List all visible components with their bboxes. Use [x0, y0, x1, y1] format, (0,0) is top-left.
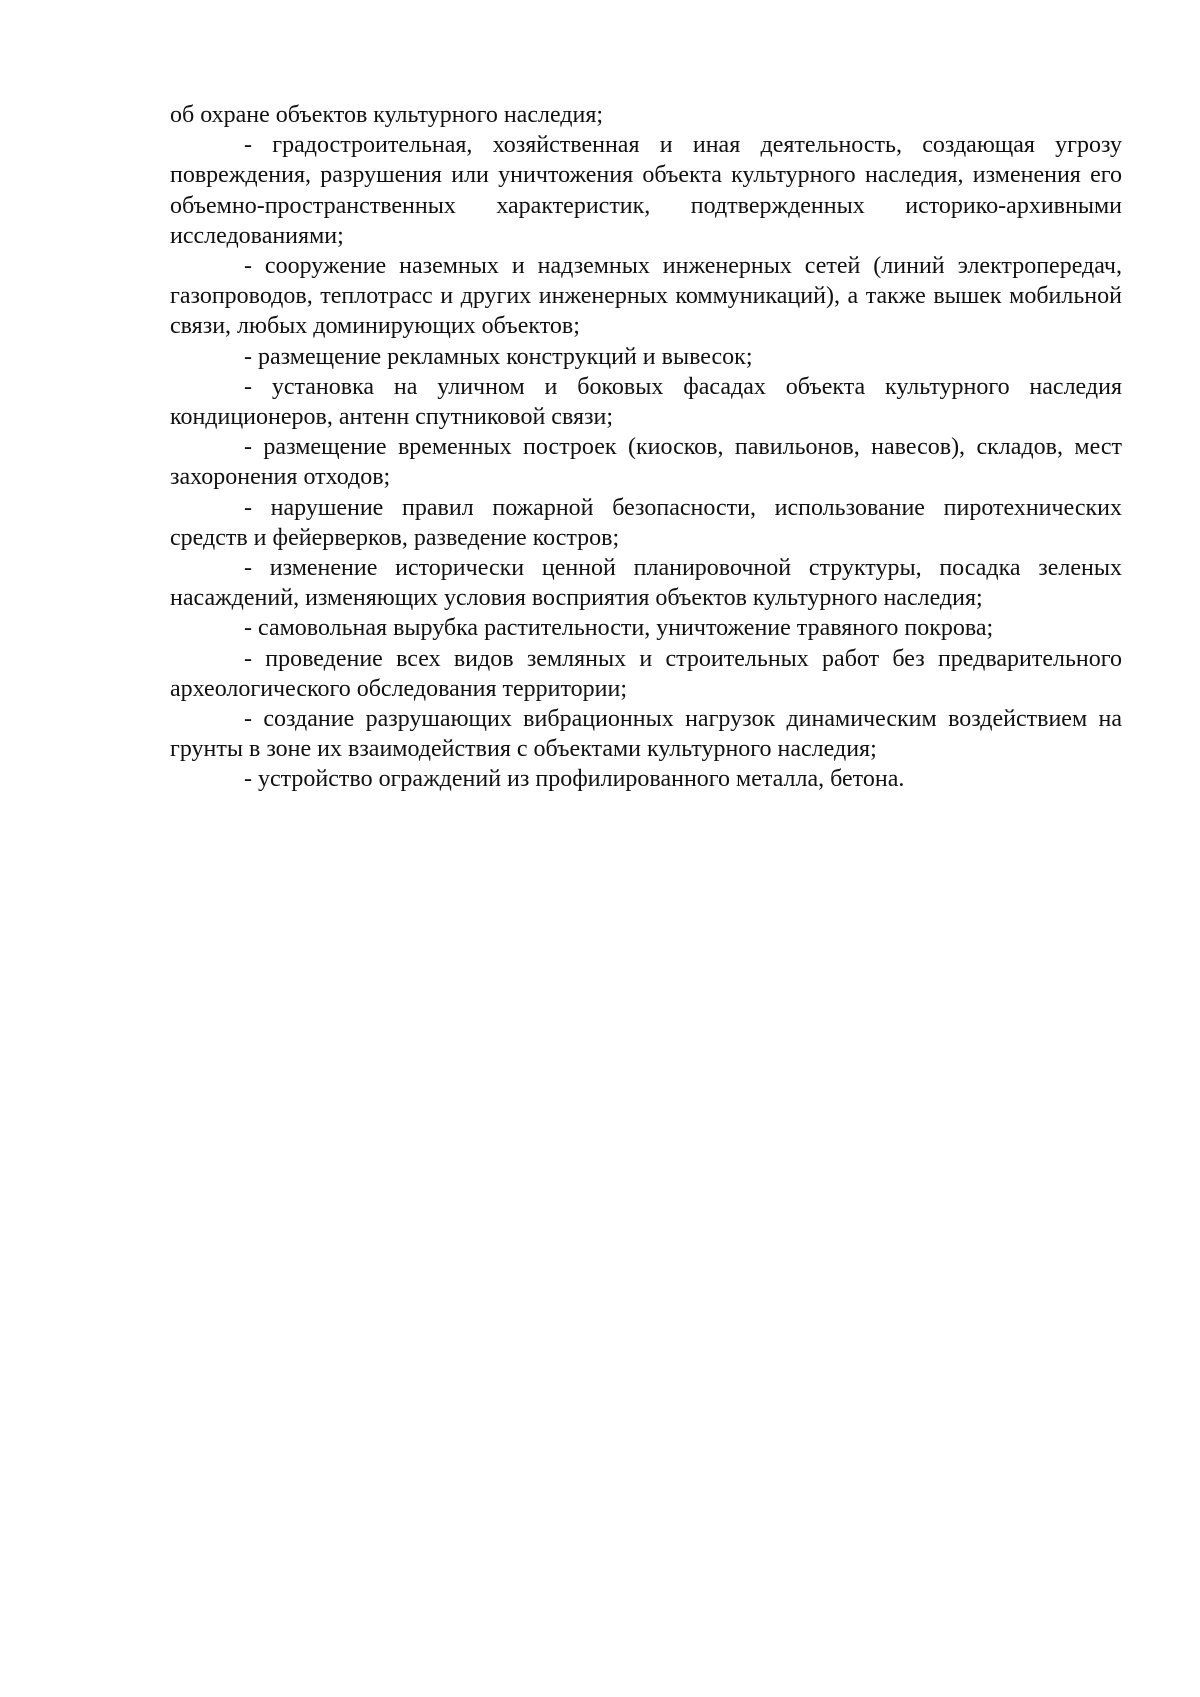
list-item: - установка на уличном и боковых фасадах объекта культурного наследия кондиционеров, антенн спутниковой связи; [170, 373, 1122, 431]
list-item: - устройство ограждений из профилированного металла, бетона. [244, 766, 905, 793]
list-item: - нарушение правил пожарной безопасности, использование пиротехнических средств и фейерверков, разведение костров; [170, 494, 1122, 551]
list-item: - размещение временных построек (киосков, павильонов, навесов), складов, мест захоронения отходов; [170, 434, 1122, 491]
list-item: - размещение рекламных конструкций и вывесок; [244, 343, 753, 370]
paragraph-continuation: об охране объектов культурного наследия; [170, 102, 604, 128]
list-item: - изменение исторически ценной планировочной структуры, посадка зеленых насаждений, изменяющих условия восприятия объектов культурного наследия; [170, 555, 1122, 612]
list-item: - проведение всех видов земляных и строительных работ без предварительного археологического обследования территории; [170, 645, 1122, 702]
list-item: - градостроительная, хозяйственная и иная деятельность, создающая угрозу повреждения, разрушения или уничтожения объекта культурного наследия, изменения его объемно-пространственных характеристик, подтвержденных историко-архивными исследованиями; [170, 132, 1122, 249]
list-item: - самовольная вырубка растительности, уничтожение травяного покрова; [244, 615, 994, 642]
document-body [170, 100, 1122, 795]
list-item: - сооружение наземных и надземных инженерных сетей (линий электропередач, газопроводов, теплотрасс и других инженерных коммуникаций), а также вышек мобильной связи, любых доминирующих объектов; [170, 253, 1122, 340]
list-item: - создание разрушающих вибрационных нагрузок динамическим воздействием на грунты в зоне их взаимодействия с объектами культурного наследия; [170, 706, 1122, 763]
